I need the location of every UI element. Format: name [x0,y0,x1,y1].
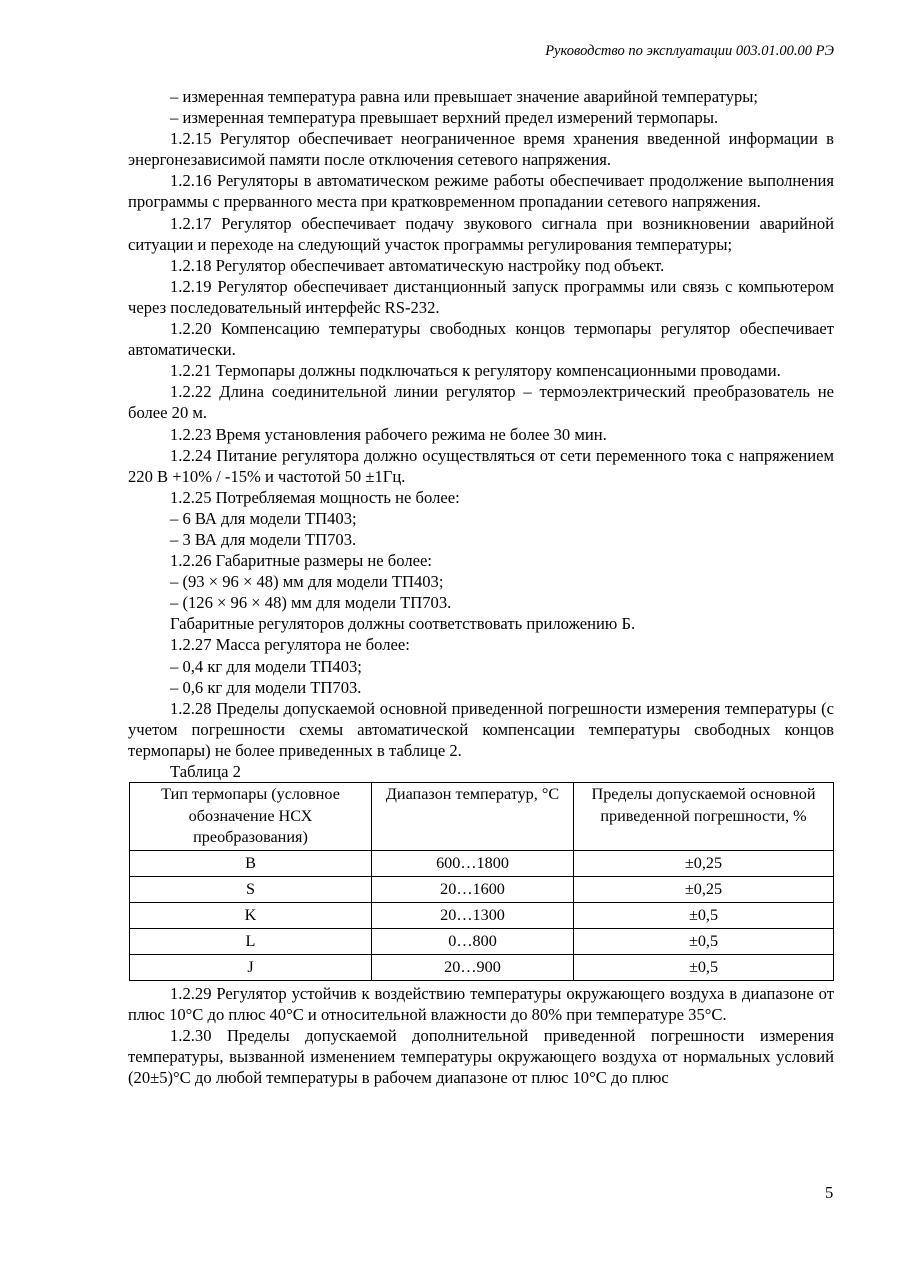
paragraphs-bottom [128,983,834,1088]
table-body [130,850,834,980]
paragraph: – (126 × 96 × 48) мм для модели ТП703. [170,593,452,613]
cell-temperature-range: 600…1800 [372,850,574,876]
header-thermocouple-type: Тип термопары (условное обозначение НСХ преобразования) [130,783,372,851]
cell-thermocouple-type: L [130,928,372,954]
paragraph: 1.2.23 Время установления рабочего режима не более 30 мин. [170,424,607,444]
cell-temperature-range: 20…1300 [372,902,574,928]
paragraph: – измеренная температура равна или превышает значение аварийной температуры; [170,87,759,106]
paragraph: 1.2.29 Регулятор устойчив к воздействию температуры окружающего воздуха в диапазоне от плюс 10°С до плюс 40°С и относительной влажности до 80% при температуре 35°С. [128,983,834,1024]
paragraph: 1.2.24 Питание регулятора должно осуществляться от сети переменного тока с напряжением 220 В +10% / -15% и частотой 50 ±1Гц. [128,445,834,486]
paragraph: 1.2.15 Регулятор обеспечивает неограниченное время хранения введенной информации в энергонезависимой памяти после отключения сетевого напряжения. [128,129,834,170]
cell-thermocouple-type: B [130,850,372,876]
paragraph: – 6 ВА для модели ТП403; [170,508,357,528]
header-temperature-range: Диапазон температур, °С [372,783,574,851]
running-header: Руководство по эксплуатации 003.01.00.00 РЭ [545,43,834,59]
table-row [130,876,834,902]
cell-error-limit: ±0,5 [574,954,834,980]
paragraph: – (93 × 96 × 48) мм для модели ТП403; [170,572,444,592]
paragraph: – измеренная температура превышает верхний предел измерений термопары. [170,108,719,128]
paragraph: 1.2.16 Регуляторы в автоматическом режиме работы обеспечивает продолжение выполнения программы с прерванного места при кратковременном пропадании сетевого напряжения. [128,171,834,212]
cell-error-limit: ±0,5 [574,902,834,928]
table-row [130,928,834,954]
paragraph: Габаритные регуляторов должны соответствовать приложению Б. [170,614,636,634]
cell-error-limit: ±0,5 [574,928,834,954]
paragraphs-top [128,86,834,761]
paragraph: 1.2.17 Регулятор обеспечивает подачу звукового сигнала при возникновении аварийной ситуации и переходе на следующий участок программы регулирования температуры; [128,213,834,254]
table-header-row [130,783,834,851]
cell-thermocouple-type: S [130,876,372,902]
paragraph: 1.2.18 Регулятор обеспечивает автоматическую настройку под объект. [170,255,665,275]
cell-error-limit: ±0,25 [574,850,834,876]
cell-temperature-range: 20…1600 [372,876,574,902]
cell-temperature-range: 20…900 [372,954,574,980]
cell-thermocouple-type: K [130,902,372,928]
paragraph: 1.2.26 Габаритные размеры не более: [170,551,432,571]
table-2 [129,782,834,981]
page-number: 5 [825,1183,834,1202]
table-row [130,954,834,980]
paragraph: – 0,6 кг для модели ТП703. [170,677,362,697]
paragraph: 1.2.28 Пределы допускаемой основной приведенной погрешности измерения температуры (с учетом погрешности схемы автоматической компенсации температуры свободных концов термопары) не более приведенных в таблице 2. [128,698,834,760]
paragraph: – 0,4 кг для модели ТП403; [170,656,362,676]
paragraph: 1.2.30 Пределы допускаемой дополнительной приведенной погрешности измерения температуры, вызванной изменением температуры окружающего воздуха от нормальных условий (20±5)°С до любой температуры в рабочем диапазоне от плюс 10°С до плюс [128,1025,834,1087]
paragraph: 1.2.21 Термопары должны подключаться к регулятору компенсационными проводами. [170,361,781,381]
cell-thermocouple-type: J [130,954,372,980]
cell-temperature-range: 0…800 [372,928,574,954]
page-content [128,86,834,1088]
table-caption: Таблица 2 [170,762,241,781]
table-row [130,902,834,928]
paragraph: 1.2.19 Регулятор обеспечивает дистанционный запуск программы или связь с компьютером через последовательный интерфейс RS-232. [128,276,834,317]
paragraph: – 3 ВА для модели ТП703. [170,529,357,549]
table-row [130,850,834,876]
cell-error-limit: ±0,25 [574,876,834,902]
paragraph: 1.2.27 Масса регулятора не более: [170,635,410,655]
paragraph: 1.2.22 Длина соединительной линии регулятор – термоэлектрический преобразователь не более 20 м. [128,382,834,423]
header-error-limits: Пределы допускаемой основной приведенной погрешности, % [574,783,834,851]
paragraph: 1.2.25 Потребляемая мощность не более: [170,487,460,507]
paragraph: 1.2.20 Компенсацию температуры свободных концов термопары регулятор обеспечивает автоматически. [128,319,834,360]
